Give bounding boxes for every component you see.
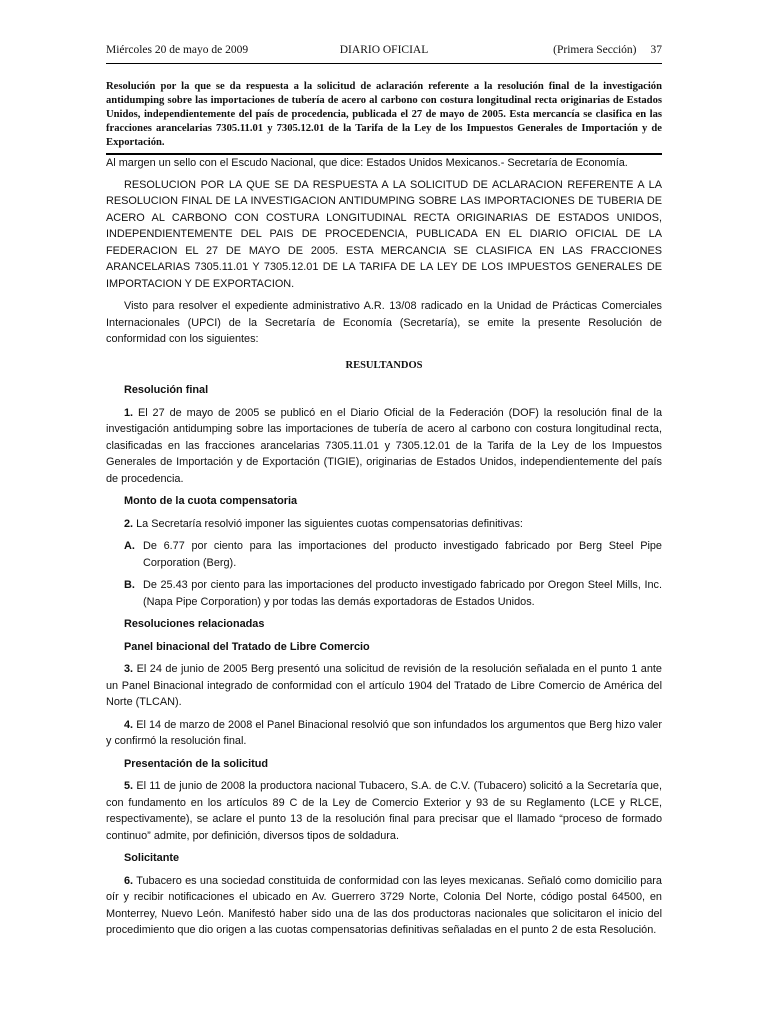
heading-monto: Monto de la cuota compensatoria — [124, 495, 298, 507]
paragraph-text: El 27 de mayo de 2005 se publicó en el Diario Oficial de la Federación (DOF) la resolución final de la investigación antidumping sobre las importaciones de tubería de acero al carbono con costura longitudinal recta, clasificadas en las fracciones arancelarias 7305.11.01 y 7305.12.01 de la Tarifa de la Ley de los Impuestos Generales de Importación y de Exportación (TIGIE), originarias de Estados Unidos, independientemente del país de procedencia. — [106, 406, 662, 485]
resultandos-heading: RESULTANDOS — [345, 359, 423, 371]
heading-solicitante: Solicitante — [124, 852, 180, 864]
paragraph-number: 4. — [124, 718, 134, 731]
paragraph-4 — [106, 717, 662, 750]
paragraph-3 — [106, 661, 662, 711]
list-item-text: De 25.43 por ciento para las importaciones del producto investigado fabricado por Oregon Steel Mills, Inc. (Napa Pipe Corporation) y por todas las demás exportadoras de Estados Unidos. — [143, 579, 662, 608]
paragraph-number: 3. — [124, 663, 134, 675]
header-section: (Primera Sección) — [553, 44, 637, 56]
paragraph-text: El 11 de junio de 2008 la productora nacional Tubacero, S.A. de C.V. (Tubacero) solicitó a la Secretaría que, con fundamento en los artículos 89 C de la Ley de Comercio Exterior y 93 de su Reglamento (LCE y RLCE, respectivamente), se aclare el punto 13 de la resolución final para precisar que el llamado “proceso de formado continuo” admite, por definición, diversos tipos de soldadura. — [106, 780, 662, 842]
list-item-letter: A. — [124, 540, 135, 552]
paragraph-5 — [106, 778, 662, 844]
list-item-a — [106, 538, 662, 571]
paragraph-number: 5. — [124, 780, 134, 792]
running-header — [106, 44, 662, 56]
document-body — [106, 155, 662, 945]
paragraph-text: El 14 de marzo de 2008 el Panel Binacional resolvió que son infundados los argumentos que Berg hizo valer y confirmó la resolución final. — [106, 718, 662, 747]
list-item-b — [106, 577, 662, 610]
heading-presentacion: Presentación de la solicitud — [124, 757, 269, 770]
heading-panel-binacional: Panel binacional del Tratado de Libre Comercio — [124, 640, 370, 653]
paragraph-6 — [106, 873, 662, 939]
list-item-letter: B. — [124, 579, 135, 591]
heading-resolucion-final: Resolución final — [124, 384, 209, 396]
list-item-text: De 6.77 por ciento para las importaciones del producto investigado fabricado por Berg Steel Pipe Corporation (Berg). — [143, 540, 662, 569]
header-date: Miércoles 20 de mayo de 2009 — [106, 44, 249, 56]
header-page-number: 37 — [650, 44, 662, 56]
header-publication: DIARIO OFICIAL — [339, 44, 429, 56]
intro-paragraph: Visto para resolver el expediente administrativo A.R. 13/08 radicado en la Unidad de Prácticas Comerciales Internacionales (UPCI) de la Secretaría de Economía (Secretaría), se emite la presente Resolución de conformidad con los siguientes: — [106, 300, 662, 345]
paragraph-text: La Secretaría resolvió imponer las siguientes cuotas compensatorias definitivas: — [133, 517, 523, 530]
margin-note: Al margen un sello con el Escudo Nacional, que dice: Estados Unidos Mexicanos.- Secretaría de Economía. — [106, 157, 628, 169]
heading-resoluciones-relacionadas: Resoluciones relacionadas — [124, 618, 265, 630]
caps-paragraph: RESOLUCION POR LA QUE SE DA RESPUESTA A LA SOLICITUD DE ACLARACION REFERENTE A LA RESOLUCION FINAL DE LA INVESTIGACION ANTIDUMPING SOBRE LAS IMPORTACIONES DE TUBERIA DE ACERO AL CARBONO CON COSTURA LONGITUDINAL RECTA ORIGINARIAS DE ESTADOS UNIDOS, INDEPENDIENTEMENTE DEL PAIS DE PROCEDENCIA, PUBLICADA EN EL DIARIO OFICIAL DE LA FEDERACION EL 27 DE MAYO DE 2005. ESTA MERCANCIA SE CLASIFICA EN LAS FRACCIONES ARANCELARIAS 7305.11.01 Y 7305.12.01 DE LA TARIFA DE LA LEY DE LOS IMPUESTOS GENERALES DE IMPORTACION Y DE EXPORTACION. — [106, 178, 662, 290]
paragraph-2 — [106, 516, 662, 533]
paragraph-number: 6. — [124, 874, 134, 887]
document-title: Resolución por la que se da respuesta a la solicitud de aclaración referente a la resolución final de la investigación antidumping sobre las importaciones de tubería de acero al carbono con costura longitudinal recta originarias de Estados Unidos, independientemente del país de procedencia, publicada el 27 de mayo de 2005. Esta mercancía se clasifica en las fracciones arancelarias 7305.11.01 y 7305.12.01 de la Tarifa de la Ley de los Impuestos Generales de Importación y de Exportación. — [106, 81, 662, 148]
paragraph-text: El 24 de junio de 2005 Berg presentó una solicitud de revisión de la resolución señalada en el punto 1 ante un Panel Binacional integrado de conformidad con el artículo 1904 del Tratado de Libre Comercio de América del Norte (TLCAN). — [106, 663, 662, 708]
paragraph-1 — [106, 405, 662, 488]
paragraph-text: Tubacero es una sociedad constituida de conformidad con las leyes mexicanas. Señaló como domicilio para oír y recibir notificaciones el ubicado en Av. Guerrero 3729 Norte, Colonia Del Norte, código postal 64500, en Monterrey, Nuevo León. Manifestó haber sido una de las dos productoras nacionales que solicitaron el inicio del procedimiento que dio origen a las cuotas compensatorias definitivas señaladas en el punto 2 de esta Resolución. — [106, 874, 662, 936]
header-rule — [106, 63, 662, 64]
paragraph-number: 1. — [124, 406, 134, 419]
paragraph-number: 2. — [124, 517, 134, 530]
